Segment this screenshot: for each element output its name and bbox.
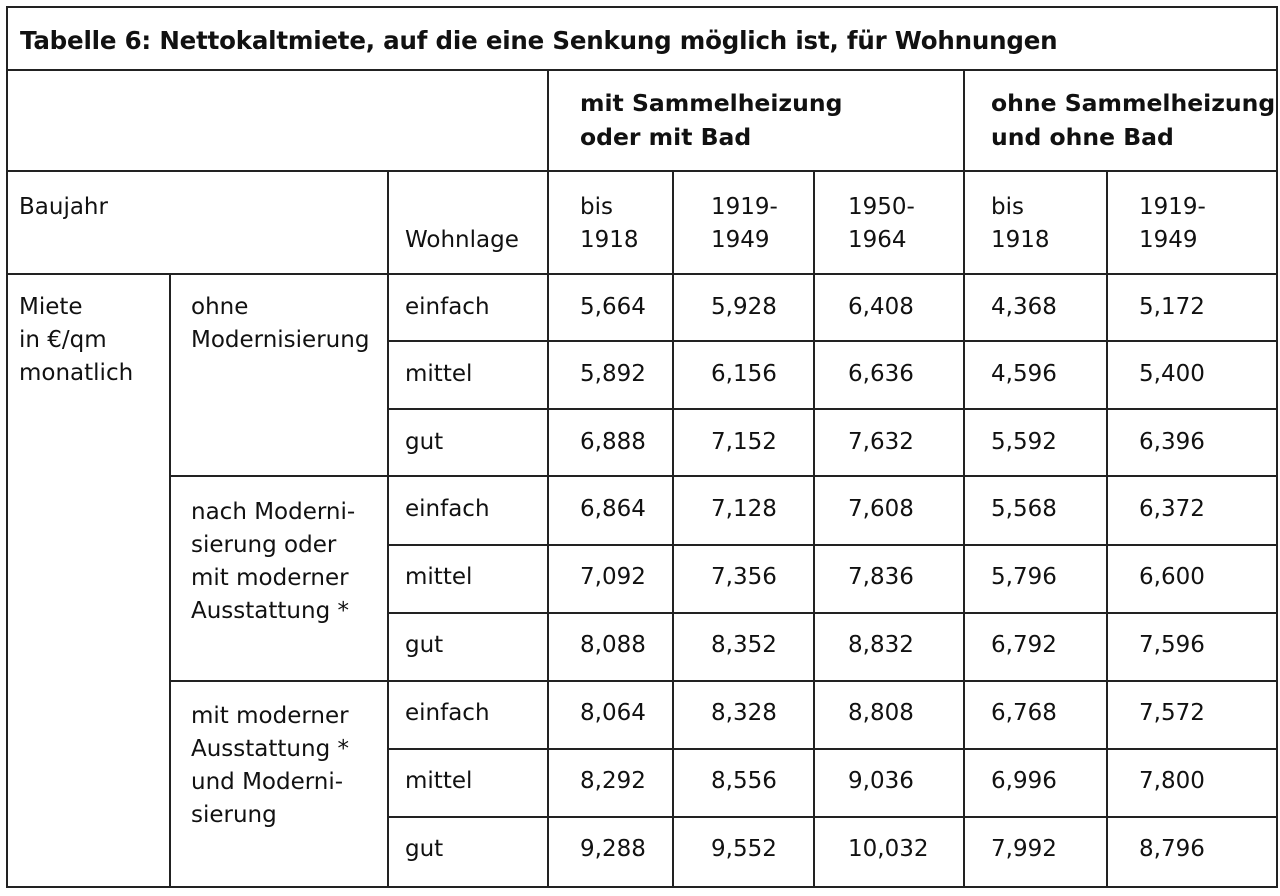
rent-value-cell: 8,328 xyxy=(711,700,777,726)
miete-label-line: monatlich xyxy=(19,360,134,386)
rent-value-cell: 5,796 xyxy=(991,564,1057,590)
rent-value-cell: 6,996 xyxy=(991,768,1057,794)
rent-value-cell: 6,372 xyxy=(1139,496,1205,522)
rent-value-cell: 10,032 xyxy=(848,836,929,862)
row-divider xyxy=(387,340,1278,342)
column-divider xyxy=(169,273,171,888)
group-header-line: oder mit Bad xyxy=(580,123,752,151)
year-header-line: 1919- xyxy=(1139,194,1206,220)
year-header-line: bis xyxy=(580,194,613,220)
row-divider xyxy=(387,816,1278,818)
rent-value-cell: 7,092 xyxy=(580,564,646,590)
wohnlage-cell: gut xyxy=(405,836,444,862)
year-header-line: 1918 xyxy=(991,227,1050,253)
group-header-mit-sammelheizung xyxy=(580,86,842,154)
rent-value-cell: 7,800 xyxy=(1139,768,1205,794)
year-header xyxy=(991,191,1050,257)
wohnlage-cell: mittel xyxy=(405,768,473,794)
row-divider xyxy=(387,544,1278,546)
rent-value-cell: 6,600 xyxy=(1139,564,1205,590)
wohnlage-cell: gut xyxy=(405,429,444,455)
section-label-line: und Moderni- xyxy=(191,769,344,795)
rent-value-cell: 4,368 xyxy=(991,294,1057,320)
group-header-line: ohne Sammelheizung xyxy=(991,89,1276,117)
rent-value-cell: 5,568 xyxy=(991,496,1057,522)
miete-label-line: in €/qm xyxy=(19,327,107,353)
section-label xyxy=(191,700,349,832)
row-divider xyxy=(387,748,1278,750)
rent-value-cell: 9,288 xyxy=(580,836,646,862)
year-header xyxy=(1139,191,1206,257)
rent-value-cell: 6,864 xyxy=(580,496,646,522)
year-header-line: 1950- xyxy=(848,194,915,220)
column-divider xyxy=(813,170,815,888)
header-divider xyxy=(6,170,1278,172)
rent-value-cell: 7,152 xyxy=(711,429,777,455)
year-header-line: 1949 xyxy=(711,227,770,253)
year-header xyxy=(711,191,778,257)
rent-value-cell: 7,992 xyxy=(991,836,1057,862)
year-header xyxy=(848,191,915,257)
rent-value-cell: 9,552 xyxy=(711,836,777,862)
rent-value-cell: 8,556 xyxy=(711,768,777,794)
rent-value-cell: 6,636 xyxy=(848,361,914,387)
column-divider xyxy=(672,170,674,888)
rent-value-cell: 6,408 xyxy=(848,294,914,320)
rent-value-cell: 5,892 xyxy=(580,361,646,387)
rent-value-cell: 6,156 xyxy=(711,361,777,387)
header-bottom-line xyxy=(6,273,1278,275)
rent-value-cell: 6,792 xyxy=(991,632,1057,658)
rent-value-cell: 7,632 xyxy=(848,429,914,455)
year-header-line: 1919- xyxy=(711,194,778,220)
section-label xyxy=(191,496,355,628)
wohnlage-cell: einfach xyxy=(405,294,490,320)
rent-value-cell: 6,768 xyxy=(991,700,1057,726)
rent-value-cell: 5,400 xyxy=(1139,361,1205,387)
rent-value-cell: 9,036 xyxy=(848,768,914,794)
rent-value-cell: 6,396 xyxy=(1139,429,1205,455)
column-divider xyxy=(1106,170,1108,888)
section-label-line: mit moderner xyxy=(191,703,349,729)
miete-label xyxy=(19,291,133,390)
rent-value-cell: 8,292 xyxy=(580,768,646,794)
year-header-line: 1918 xyxy=(580,227,639,253)
wohnlage-cell: einfach xyxy=(405,496,490,522)
miete-label-line: Miete xyxy=(19,294,83,320)
baujahr-label: Baujahr xyxy=(19,194,108,220)
section-label xyxy=(191,291,369,357)
rent-value-cell: 8,088 xyxy=(580,632,646,658)
rent-value-cell: 8,352 xyxy=(711,632,777,658)
group-header-ohne-sammelheizung xyxy=(991,86,1275,154)
rent-value-cell: 7,836 xyxy=(848,564,914,590)
section-divider xyxy=(169,475,1278,477)
section-label-line: nach Moderni- xyxy=(191,499,356,525)
group-header-line: mit Sammelheizung xyxy=(580,89,843,117)
section-label-line: mit moderner xyxy=(191,565,349,591)
table-title: Tabelle 6: Nettokaltmiete, auf die eine Senkung möglich ist, für Wohnungen xyxy=(8,8,1276,71)
rent-value-cell: 8,832 xyxy=(848,632,914,658)
rent-value-cell: 7,572 xyxy=(1139,700,1205,726)
section-label-line: Modernisierung xyxy=(191,327,370,353)
rent-value-cell: 6,888 xyxy=(580,429,646,455)
section-label-line: Ausstattung * xyxy=(191,736,349,762)
rent-value-cell: 5,592 xyxy=(991,429,1057,455)
wohnlage-cell: gut xyxy=(405,632,444,658)
year-header-line: 1949 xyxy=(1139,227,1198,253)
year-header xyxy=(580,191,639,257)
rent-value-cell: 8,064 xyxy=(580,700,646,726)
wohnlage-cell: einfach xyxy=(405,700,490,726)
rent-value-cell: 7,608 xyxy=(848,496,914,522)
rent-value-cell: 7,356 xyxy=(711,564,777,590)
column-divider xyxy=(963,69,965,888)
year-header-line: 1964 xyxy=(848,227,907,253)
rent-value-cell: 5,172 xyxy=(1139,294,1205,320)
section-label-line: ohne xyxy=(191,294,249,320)
row-divider xyxy=(387,408,1278,410)
wohnlage-label: Wohnlage xyxy=(405,227,519,253)
section-label-line: Ausstattung * xyxy=(191,598,349,624)
year-header-line: bis xyxy=(991,194,1024,220)
section-divider xyxy=(169,680,1278,682)
rent-value-cell: 5,664 xyxy=(580,294,646,320)
rent-value-cell: 7,128 xyxy=(711,496,777,522)
wohnlage-cell: mittel xyxy=(405,564,473,590)
rent-value-cell: 7,596 xyxy=(1139,632,1205,658)
wohnlage-cell: mittel xyxy=(405,361,473,387)
column-divider xyxy=(547,69,549,888)
rent-value-cell: 8,796 xyxy=(1139,836,1205,862)
row-divider xyxy=(387,612,1278,614)
rent-value-cell: 4,596 xyxy=(991,361,1057,387)
column-divider xyxy=(387,170,389,888)
section-label-line: sierung oder xyxy=(191,532,337,558)
rent-value-cell: 5,928 xyxy=(711,294,777,320)
rent-value-cell: 8,808 xyxy=(848,700,914,726)
section-label-line: sierung xyxy=(191,802,277,828)
group-header-line: und ohne Bad xyxy=(991,123,1174,151)
